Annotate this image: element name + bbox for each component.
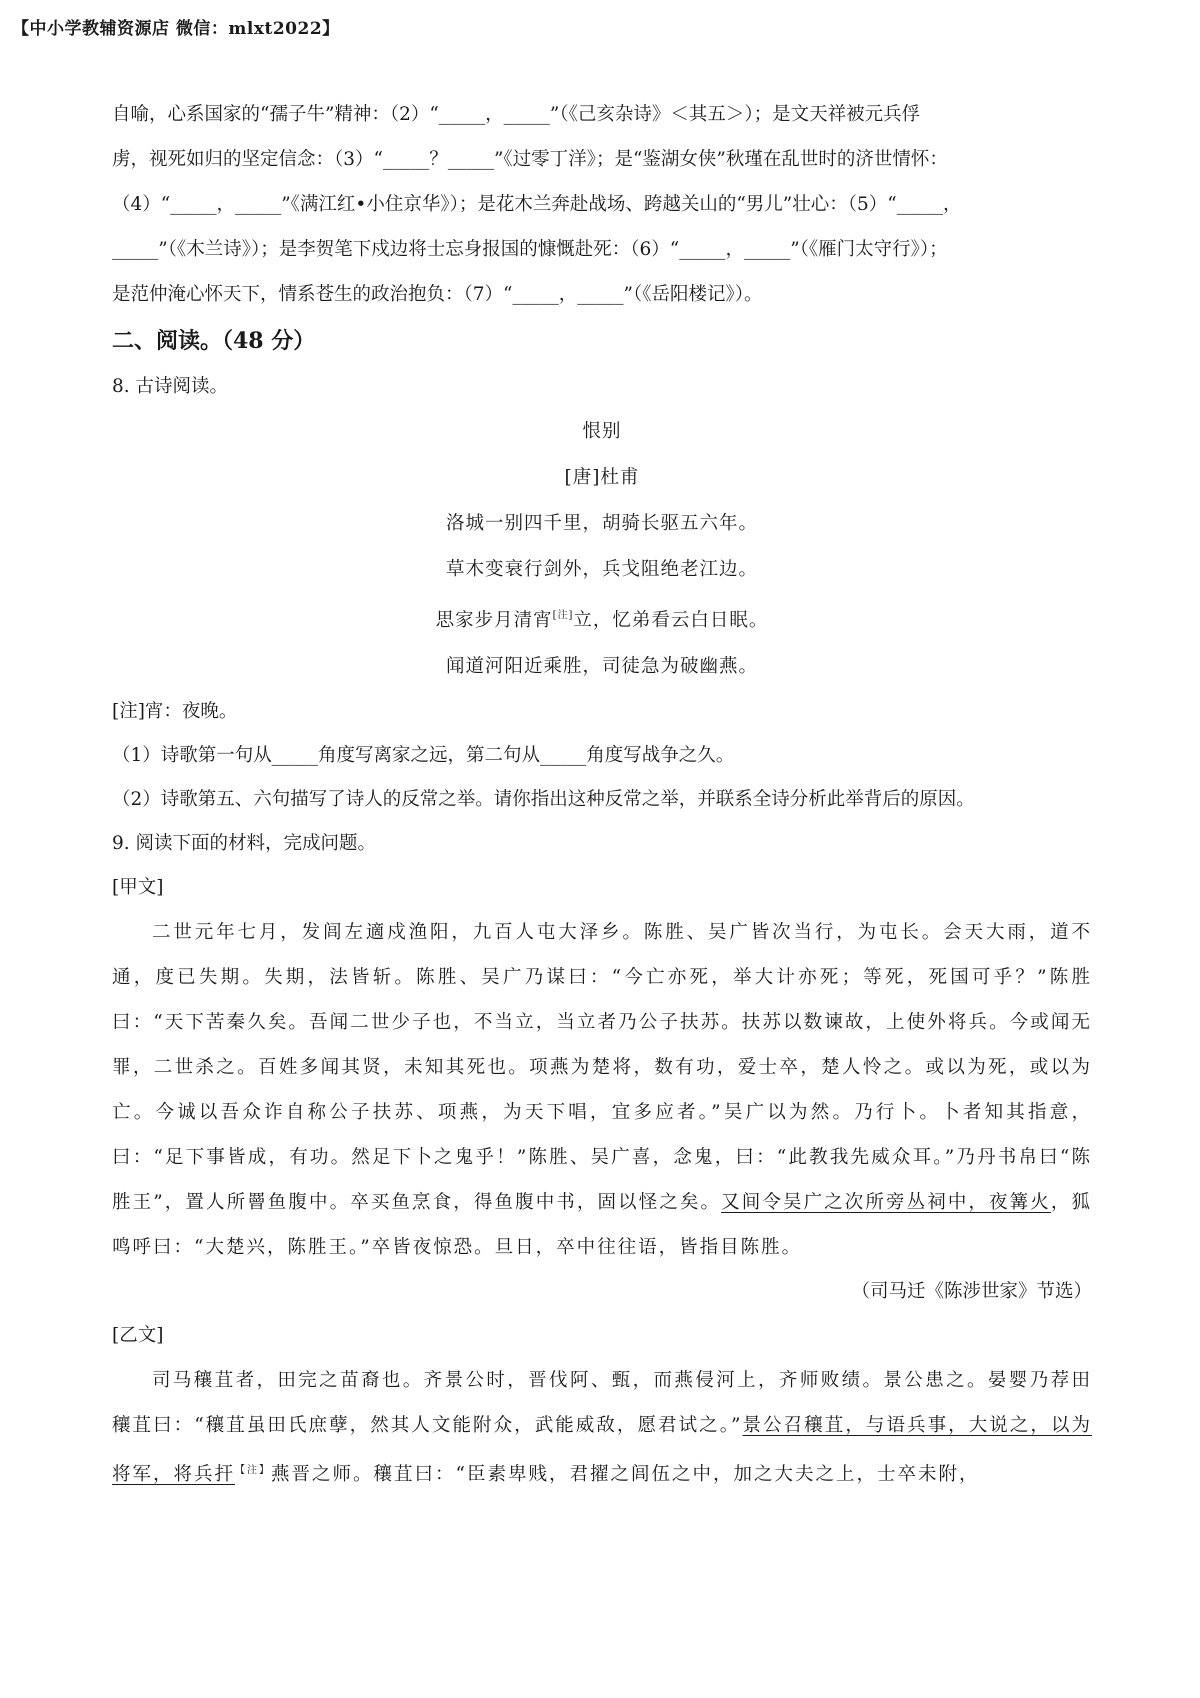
poem-author: [唐]杜甫: [564, 467, 640, 488]
text-jia-source: （司马迁《陈涉世家》节选）: [851, 1281, 1092, 1302]
question-9-title: 9. 阅读下面的材料，完成问题。: [112, 833, 377, 854]
poem-line-1: 洛城一别四千里，胡骑长驱五六年。: [445, 513, 758, 534]
text-yi-part-2: 燕晋之师。穰苴曰：“臣素卑贱，君擢之闾伍之中，加之大夫之上，士卒未附，: [271, 1464, 980, 1486]
text-yi-label: [乙文]: [112, 1325, 164, 1346]
poem-line-3-part-a: 思家步月清宵: [435, 610, 553, 631]
text-yi-underlined-2: 将兵扞: [173, 1464, 236, 1486]
question-8-title: 8. 古诗阅读。: [112, 376, 229, 397]
poem-line-4: 闻道河阳近乘胜，司徒急为破幽燕。: [445, 656, 758, 677]
intro-line-5: 是范仲淹心怀天下，情系苍生的政治抱负：（7）“_____，_____”（《岳阳楼记》）。: [112, 284, 763, 305]
text-jia-part-1: 二世元年七月，发闾左適戍渔阳，九百人屯大泽乡。陈胜、吴广皆次当行，为屯长。会天大雨，道不通，度已失期。失期，法皆斩。陈胜、吴广乃谋曰：“今亡亦死，举大计亦死；等死，死国可乎？”陈胜曰：“天下苦秦久矣。吾闻二世少子也，不当立，当立者乃公子扶苏。扶苏以数谏故，上使外将兵。今或闻无罪，二世杀之。百姓多闻其贤，未知其死也。项燕为楚将，数有功，爱士卒，楚人怜之。或以为死，或以为亡。今诚以吾众诈自称公子扶苏、项燕，为天下唱，宜多应者。”吴广以为然。乃行卜。卜者知其指意，曰：“足下事皆成，有功。然足下卜之鬼乎！”陈胜、吴广喜，念鬼，曰：“此教我先威众耳。”乃丹书帛曰“陈胜王”，置人所罾鱼腹中。卒买鱼烹食，得鱼腹中书，固以怪之矣。: [112, 922, 1092, 1213]
text-yi-underlined: 景公召穰苴，与语兵事，大说之，以为将军，: [112, 1415, 1092, 1486]
text-yi-note-marker: 【注】: [235, 1465, 272, 1476]
document-body: [112, 92, 1092, 1497]
text-jia-part-2: ，狐鸣呼曰：“大楚兴，陈胜王。”卒皆夜惊恐。旦日，卒中往往语，皆指目陈胜。: [112, 1192, 1092, 1258]
question-8-1: （1）诗歌第一句从_____角度写离家之远，第二句从_____角度写战争之久。: [112, 745, 735, 766]
text-jia-body: [112, 910, 1092, 1270]
poem-line-2: 草木变衰行剑外，兵戈阻绝老江边。: [445, 559, 758, 580]
intro-line-2: 虏，视死如归的坚定信念：（3）“_____？_____”《过零丁洋》；是“鉴湖女侠”秋瑾在乱世时的济世情怀：: [112, 149, 948, 170]
poem-title: 恨别: [582, 421, 622, 442]
poem-line-3: [112, 593, 1092, 644]
text-yi-body: [112, 1358, 1092, 1497]
poem-note-marker: [注]: [552, 610, 574, 621]
intro-line-1: 自喻，心系国家的“孺子牛”精神：（2）“_____，_____”（《己亥杂诗》＜其五＞）；是文天祥被元兵俘: [112, 104, 921, 125]
question-8-2: （2）诗歌第五、六句描写了诗人的反常之举。请你指出这种反常之举，并联系全诗分析此举背后的原因。: [112, 789, 975, 810]
intro-line-3: （4）“_____，_____”《满江红•小住京华》）；是花木兰奔赴战场、跨越关山的“男儿”壮心：（5）“_____，: [112, 194, 962, 215]
text-jia-underlined: 又间令吴广之次所旁丛祠中，夜篝火: [721, 1192, 1051, 1213]
text-yi-part-1: 司马穰苴者，田完之苗裔也。齐景公时，晋伐阿、甄，而燕侵河上，齐师败绩。景公患之。晏婴乃荐田穰苴曰：“穰苴虽田氏庶孽，然其人文能附众，武能威敌，愿君试之。”: [112, 1370, 1092, 1436]
poem-annotation: [注]宵：夜晚。: [112, 701, 238, 722]
poem-line-3-part-b: 立，忆弟看云白日眠。: [573, 610, 769, 631]
section-reading-title: 二、阅读。（48 分）: [112, 328, 316, 354]
shop-watermark-header: 【中小学教辅资源店 微信：mlxt2022】: [12, 19, 340, 39]
poem-block: [112, 409, 1092, 690]
text-jia-label: [甲文]: [112, 877, 164, 898]
intro-line-4: _____”（《木兰诗》）；是李贺笔下戍边将士忘身报国的慷慨赴死：（6）“_____，_____”（《雁门太守行》）；: [112, 239, 948, 260]
recitation-question-continued: [112, 92, 1092, 317]
